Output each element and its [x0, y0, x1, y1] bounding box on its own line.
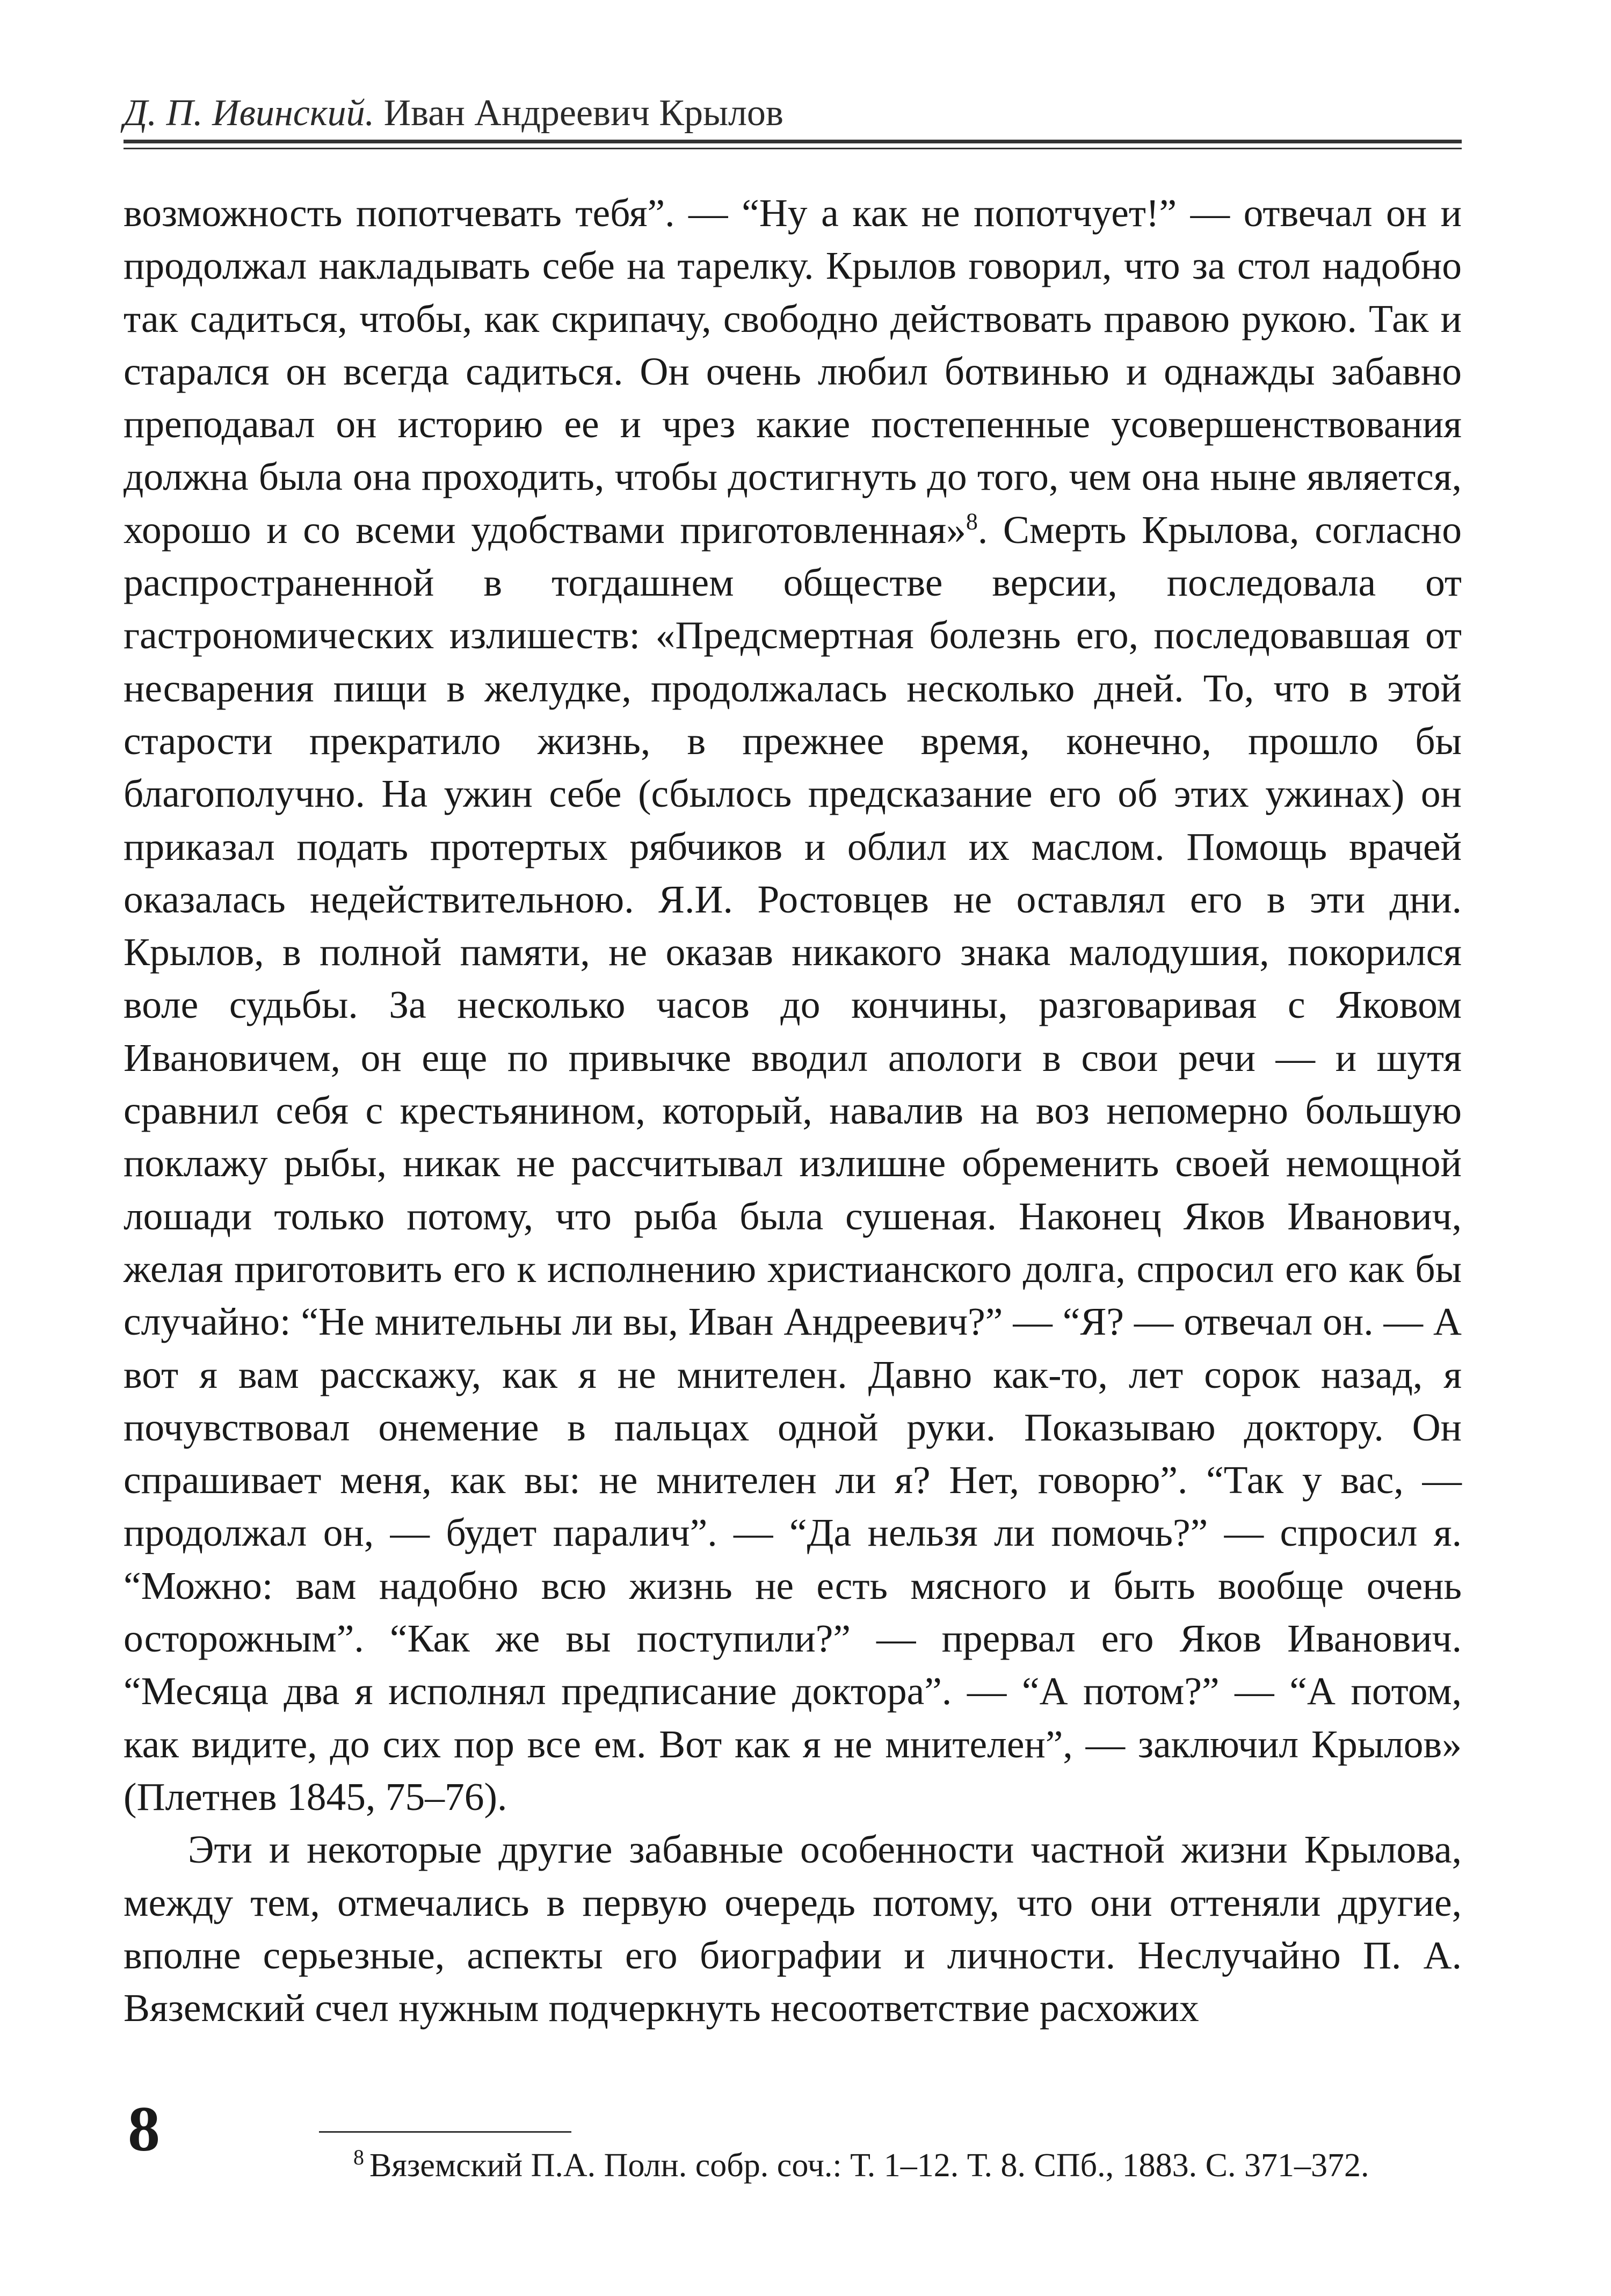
footnote-text: Вяземский П.А. Полн. собр. соч.: Т. 1–12. Т. 8. СПб., 1883. С. 371–372. — [369, 2147, 1369, 2184]
footnote — [353, 2146, 1462, 2185]
header-author: Д. П. Ивинский. — [124, 92, 375, 134]
footnote-mark: 8 — [353, 2145, 364, 2170]
paragraph-2: Эти и некоторые другие забавные особенности частной жизни Крылова, между тем, отмечались в первую очередь потому, что они оттеняли другие, вполне серьезные, аспекты его биографии и личности. Неслучайно П. А. Вяземский счел нужным подчеркнуть несоответствие расхожих — [124, 1828, 1462, 2030]
footnote-reference: 8 — [966, 508, 978, 535]
page-number: 8 — [128, 2093, 160, 2164]
header-rule — [124, 140, 1462, 143]
header-title: Иван Андреевич Крылов — [383, 92, 783, 134]
running-header — [124, 92, 1462, 134]
main-text — [124, 187, 1462, 2034]
footnote-rule — [319, 2131, 571, 2133]
paragraph-1-text-a: возможность попотчевать тебя”. — “Ну а как не попотчует!” — отвечал он и продолжал накладывать себе на тарелку. Крылов говорил, что за стол надобно так садиться, чтобы, как скрипачу, свободно действовать правою рукою. Так и старался он всегда садиться. Он очень любил ботвинью и однажды забавно преподавал он историю ее и чрез какие постепенные усовершенствования должна была она проходить, чтобы достигнуть до того, чем она ныне является, хорошо и со всеми удобствами приготовленная» — [124, 191, 1462, 552]
paragraph-1 — [124, 187, 1462, 1823]
header-rule-thin — [124, 148, 1462, 149]
paragraph-1-text-b: . Смерть Крылова, согласно распространенной в тогдашнем обществе версии, последовала от гастрономических излишеств: «Предсмертная болезнь его, последовавшая от несварения пищи в желудке, продолжалась несколько дней. То, что в этой старости прекратило жизнь, в прежнее время, конечно, прошло бы благополучно. На ужин себе (сбылось предсказание его об этих ужинах) он приказал подать протертых рябчиков и облил их маслом. Помощь врачей оказалась недействительною. Я.И. Ростовцев не оставлял его в эти дни. Крылов, в полной памяти, не оказав никакого знака малодушия, покорился воле судьбы. За несколько часов до кончины, разговаривая с Яковом Ивановичем, он еще по привычке вводил апологи в свои речи — и шутя сравнил себя с крестьянином, который, навалив на воз непомерно большую поклажу рыбы, никак не рассчитывал излишне обременить своей немощной лошади только потому, что рыба была сушеная. Наконец Яков Иванович, желая приготовить его к исполнению христианского долга, спросил его как бы случайно: “Не мнительны ли вы, Иван Андреевич?” — “Я? — отвечал он. — А вот я вам расскажу, как я не мнителен. Давно как-то, лет сорок назад, я почувствовал онемение в пальцах одной руки. Показываю доктору. Он спрашивает меня, как вы: не мнителен ли я? Нет, говорю”. “Так у вас, — продолжал он, — будет паралич”. — “Да нельзя ли помочь?” — спросил я. “Можно: вам надобно всю жизнь не есть мясного и быть вообще очень осторожным”. “Как же вы поступили?” — прервал его Яков Иванович. “Месяца два я исполнял предписание доктора”. — “А потом?” — “А потом, как видите, до сих пор все ем. Вот как я не мнителен”, — заключил Крылов» (Плетнев 1845, 75–76). — [124, 508, 1462, 1819]
